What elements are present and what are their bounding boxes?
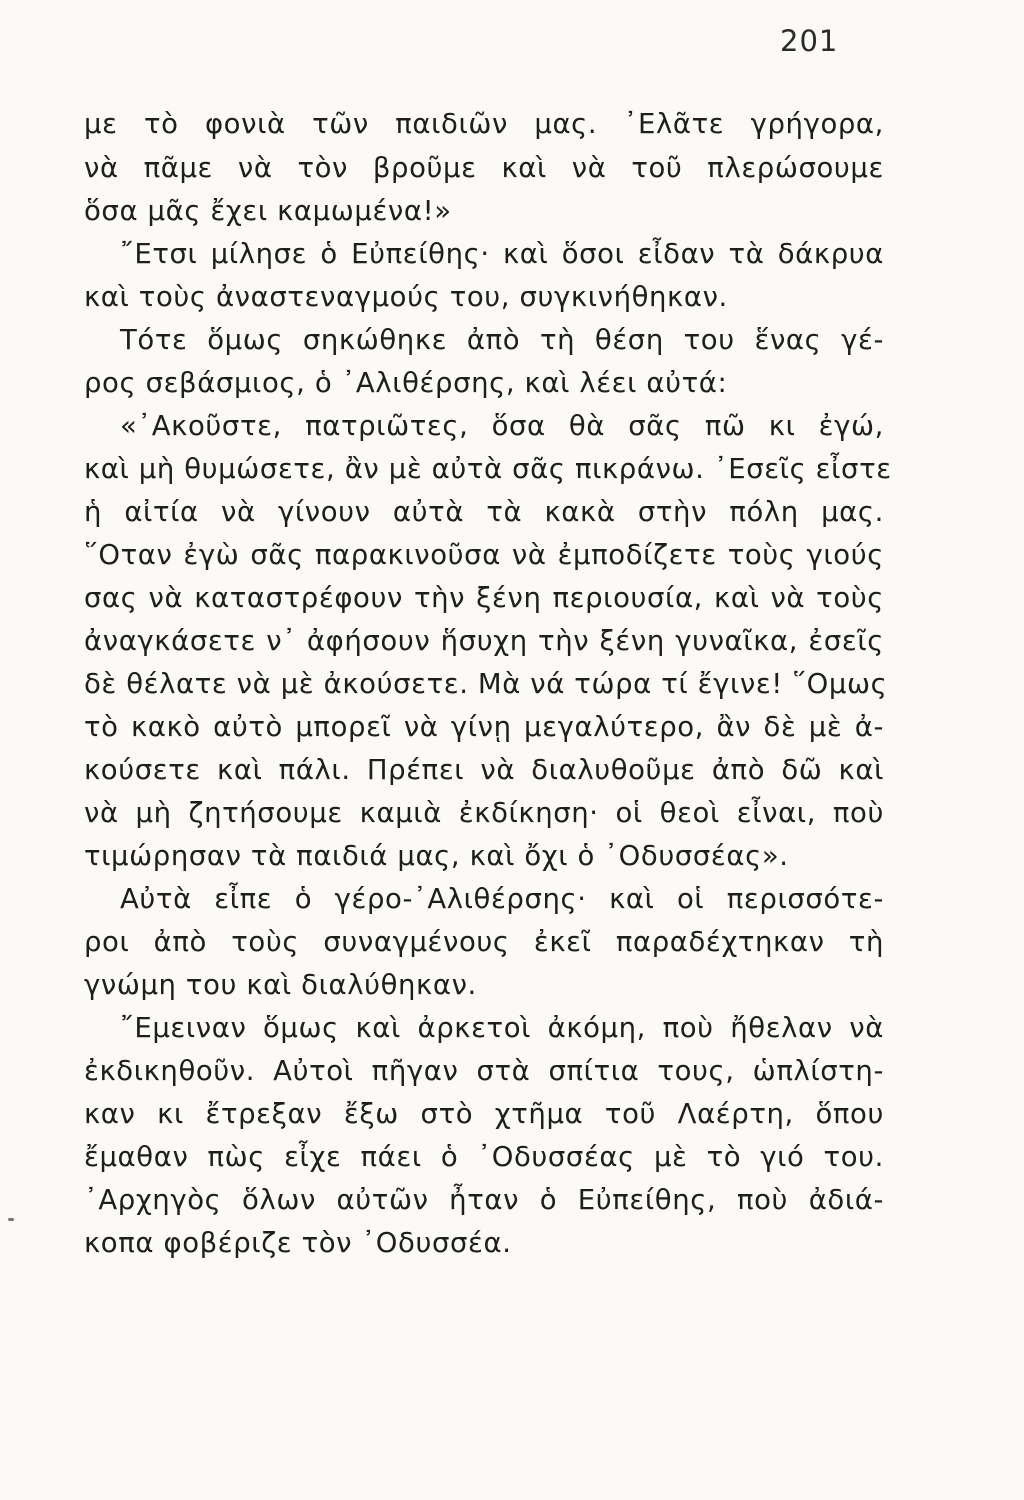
text-line: «᾿Ακοῦστε, πατριῶτες, ὅσα θὰ σᾶς πῶ κι ἐγώ, (120, 410, 884, 442)
text-line: ἡ αἰτία νὰ γίνουν αὐτὰ τὰ κακὰ στὴν πόλη μας. (84, 496, 884, 528)
text-line: ροι ἀπὸ τοὺς συναγμένους ἐκεῖ παραδέχτηκαν τὴ (84, 926, 884, 958)
text-line: ῎Ετσι μίλησε ὁ Εὐπείθης· καὶ ὅσοι εἶδαν τὰ δάκρυα (120, 238, 884, 270)
text-line: Αὐτὰ εἶπε ὁ γέρο-᾿Αλιθέρσης· καὶ οἱ περισσότε- (120, 883, 884, 915)
text-line: νὰ πᾶμε νὰ τὸν βροῦμε καὶ νὰ τοῦ πλερώσουμε (84, 152, 884, 184)
text-line: νὰ μὴ ζητήσουμε καμιὰ ἐκδίκηση· οἱ θεοὶ εἶναι, ποὺ (84, 797, 884, 829)
ink-smudge (8, 1218, 14, 1221)
text-line: Τότε ὅμως σηκώθηκε ἀπὸ τὴ θέση του ἕνας γέ- (120, 324, 884, 356)
page-number: 201 (780, 24, 839, 58)
text-line: ρος σεβάσμιος, ὁ ᾿Αλιθέρσης, καὶ λέει αὐτά: (84, 367, 728, 399)
text-line: καν κι ἔτρεξαν ἔξω στὸ χτῆμα τοῦ Λαέρτη, ὅπου (84, 1098, 884, 1130)
text-line: γνώμη του καὶ διαλύθηκαν. (84, 969, 477, 1001)
text-line: ᾿Αρχηγὸς ὅλων αὐτῶν ἦταν ὁ Εὐπείθης, ποὺ ἀδιά- (84, 1184, 884, 1216)
text-line: καὶ τοὺς ἀναστεναγμούς του, συγκινήθηκαν. (84, 281, 728, 313)
text-line: ῎Εμειναν ὅμως καὶ ἀρκετοὶ ἀκόμη, ποὺ ἤθελαν νὰ (120, 1012, 884, 1044)
text-line: κούσετε καὶ πάλι. Πρέπει νὰ διαλυθοῦμε ἀπὸ δῶ καὶ (84, 754, 884, 786)
text-line: δὲ θέλατε νὰ μὲ ἀκούσετε. Μὰ νά τώρα τί ἔγινε! ῞Ομως (84, 668, 888, 700)
text-line: με τὸ φονιὰ τῶν παιδιῶν μας. ᾿Ελᾶτε γρήγορα, (84, 108, 884, 140)
text-line: ἐκδικηθοῦν. Αὐτοὶ πῆγαν στὰ σπίτια τους, ὡπλίστη- (84, 1055, 884, 1087)
text-line: τιμώρησαν τὰ παιδιά μας, καὶ ὄχι ὁ ᾿Οδυσσέας». (84, 840, 789, 872)
text-line: κοπα φοβέριζε τὸν ᾿Οδυσσέα. (84, 1227, 512, 1259)
text-line: ἔμαθαν πὼς εἶχε πάει ὁ ᾿Οδυσσέας μὲ τὸ γιό του. (84, 1141, 884, 1173)
text-line: ἀναγκάσετε ν᾿ ἀφήσουν ἥσυχη τὴν ξένη γυναῖκα, ἐσεῖς (84, 625, 884, 657)
text-line: ὅσα μᾶς ἔχει καμωμένα!» (84, 195, 452, 227)
text-line: τὸ κακὸ αὐτὸ μπορεῖ νὰ γίνῃ μεγαλύτερο, ἂν δὲ μὲ ἀ- (84, 711, 884, 743)
text-line: καὶ μὴ θυμώσετε, ἂν μὲ αὐτὰ σᾶς πικράνω. ᾿Εσεῖς εἶστε (84, 453, 892, 485)
text-line: ῞Οταν ἐγὼ σᾶς παρακινοῦσα νὰ ἐμποδίζετε τοὺς γιούς (84, 539, 884, 571)
text-line: σας νὰ καταστρέφουν τὴν ξένη περιουσία, καὶ νὰ τοὺς (84, 582, 884, 614)
